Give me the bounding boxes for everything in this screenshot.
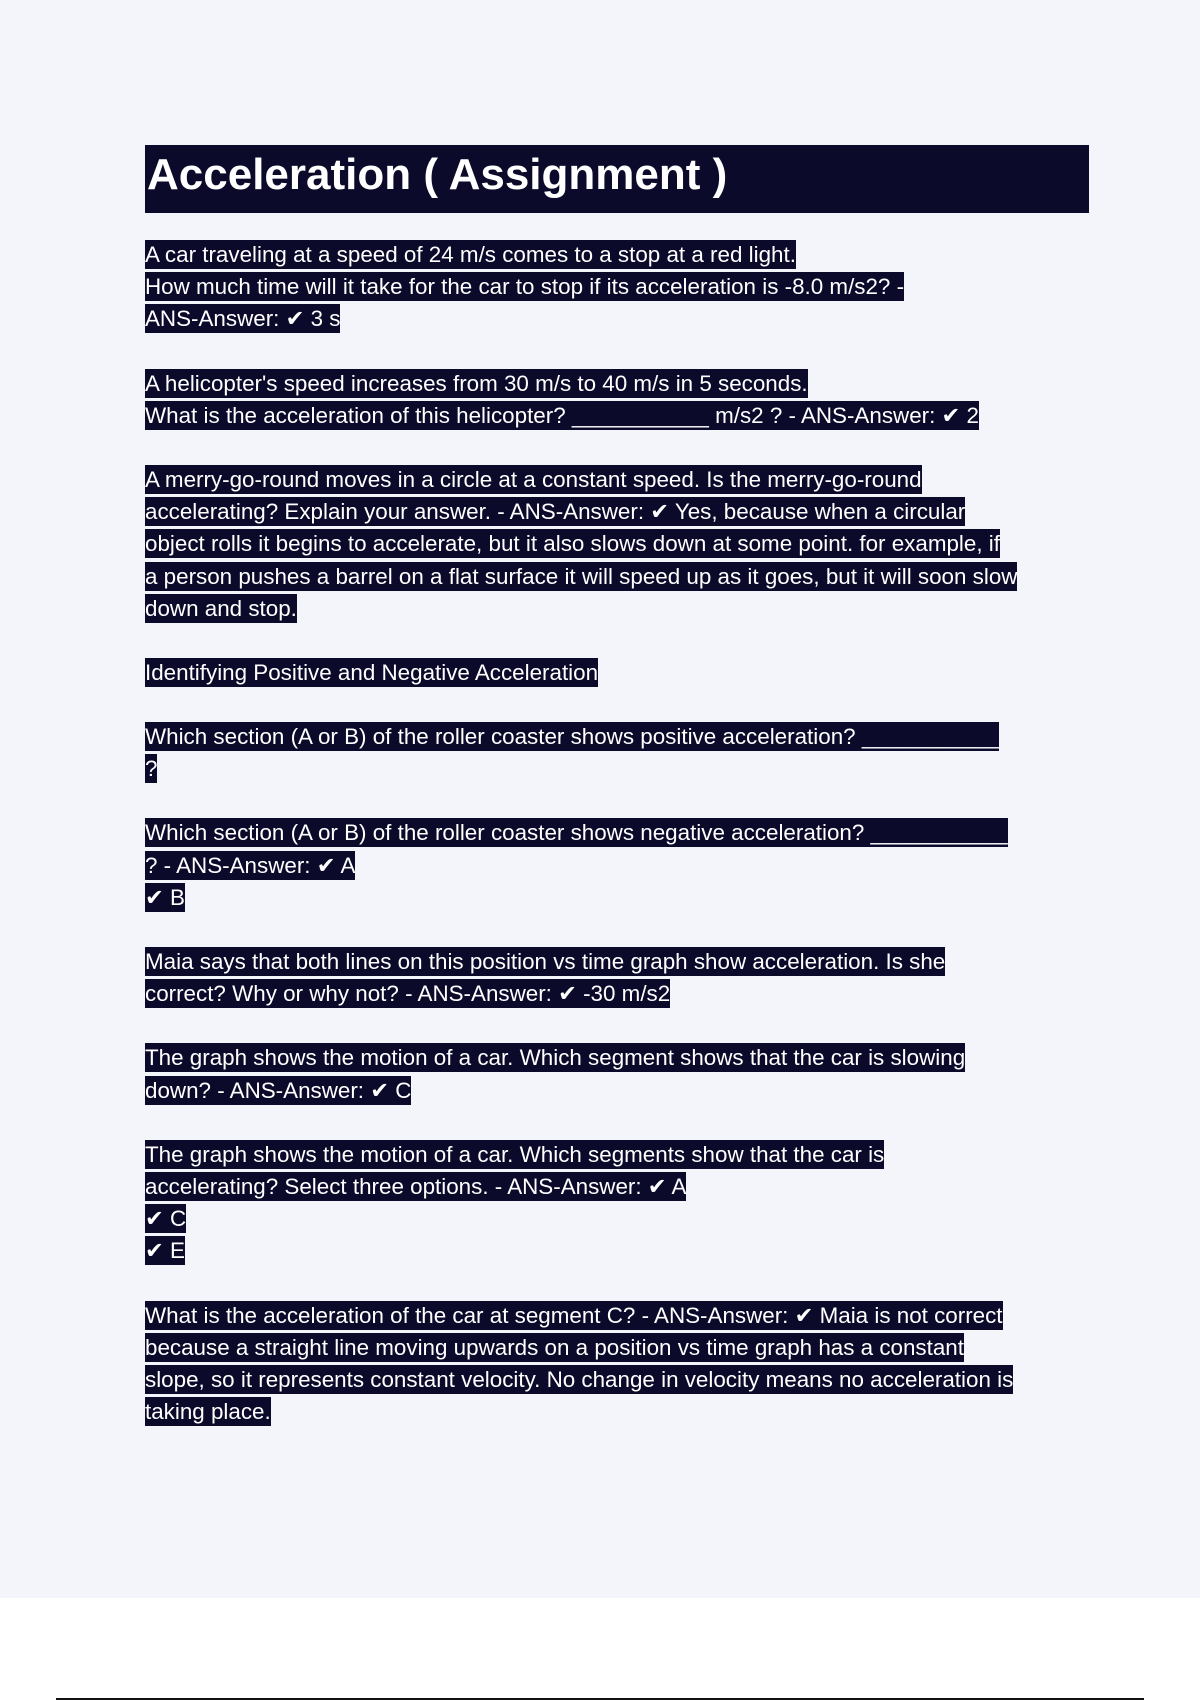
- highlighted-text: How much time will it take for the car to stop if its acceleration is -8.0 m/s2? -: [145, 274, 905, 300]
- highlighted-text: Which section (A or B) of the roller coaster shows negative acceleration? ___________: [145, 820, 1008, 846]
- text-line: [145, 400, 1089, 432]
- block-spacer: [145, 1107, 1089, 1139]
- text-line: [145, 464, 1089, 496]
- highlighted-text: A helicopter's speed increases from 30 m/s to 40 m/s in 5 seconds.: [145, 370, 808, 396]
- question-block: [145, 946, 1089, 1010]
- highlighted-text: because a straight line moving upwards on a position vs time graph has a constant: [145, 1334, 964, 1360]
- question-block: [145, 721, 1089, 785]
- highlighted-text: A car traveling at a speed of 24 m/s comes to a stop at a red light.: [145, 242, 796, 267]
- text-line: [145, 1075, 1089, 1107]
- block-spacer: [145, 625, 1089, 657]
- text-line: [145, 1396, 1089, 1428]
- text-line: [145, 817, 1089, 849]
- text-line: [145, 561, 1089, 593]
- text-line: [145, 1203, 1089, 1235]
- text-line: [145, 1171, 1089, 1203]
- text-line: [145, 368, 1089, 400]
- highlighted-text: Which section (A or B) of the roller coaster shows positive acceleration? ___________: [145, 724, 999, 750]
- text-line: [145, 721, 1089, 753]
- block-spacer: [145, 1010, 1089, 1042]
- question-block: [145, 1139, 1089, 1268]
- text-line: [145, 946, 1089, 978]
- highlighted-text: Maia says that both lines on this position vs time graph show acceleration. Is she: [145, 949, 946, 974]
- text-line: [145, 1364, 1089, 1396]
- highlighted-text: down? - ANS-Answer: ✔ C: [145, 1077, 412, 1103]
- highlighted-text: ✔ C: [145, 1206, 187, 1232]
- highlighted-text: The graph shows the motion of a car. Which segments show that the car is: [145, 1141, 885, 1167]
- highlighted-text: A merry-go-round moves in a circle at a constant speed. Is the merry-go-round: [145, 466, 922, 492]
- block-spacer: [145, 1268, 1089, 1300]
- text-line: [145, 1332, 1089, 1364]
- text-line: [145, 496, 1089, 528]
- text-line: [145, 528, 1089, 560]
- text-line: [145, 593, 1089, 625]
- highlighted-text: accelerating? Select three options. - ANS-Answer: ✔ A: [145, 1173, 687, 1199]
- highlighted-text: ✔ E: [145, 1238, 185, 1264]
- document-content: [145, 145, 1089, 1428]
- text-line: [145, 239, 1089, 271]
- block-spacer: [145, 336, 1089, 368]
- highlighted-text: a person pushes a barrel on a flat surface it will speed up as it goes, but it will soon slow: [145, 563, 1018, 589]
- highlighted-text: object rolls it begins to accelerate, but it also slows down at some point. for example, if: [145, 531, 1000, 557]
- text-line: [145, 657, 1089, 689]
- question-block: [145, 239, 1089, 336]
- highlighted-text: down and stop.: [145, 595, 297, 621]
- question-list: [145, 239, 1089, 1428]
- text-line: [145, 1042, 1089, 1074]
- question-block: [145, 817, 1089, 914]
- highlighted-text: ✔ B: [145, 884, 185, 910]
- block-spacer: [145, 785, 1089, 817]
- text-line: [145, 753, 1089, 785]
- block-spacer: [145, 432, 1089, 464]
- text-line: [145, 850, 1089, 882]
- title-bar: [145, 145, 1089, 213]
- text-line: [145, 1235, 1089, 1267]
- text-line: [145, 271, 1089, 303]
- block-spacer: [145, 689, 1089, 721]
- block-spacer: [145, 914, 1089, 946]
- question-block: [145, 1300, 1089, 1429]
- highlighted-text: What is the acceleration of the car at segment C? - ANS-Answer: ✔ Maia is not correct: [145, 1302, 1003, 1328]
- highlighted-text: taking place.: [145, 1399, 271, 1425]
- highlighted-text: ?: [145, 756, 158, 782]
- text-line: [145, 1300, 1089, 1332]
- section-heading-block: [145, 657, 1089, 689]
- question-block: [145, 1042, 1089, 1106]
- highlighted-text: The graph shows the motion of a car. Which segment shows that the car is slowing: [145, 1045, 966, 1071]
- text-line: [145, 303, 1089, 335]
- highlighted-text: Identifying Positive and Negative Acceleration: [145, 659, 599, 685]
- text-line: [145, 882, 1089, 914]
- question-block: [145, 368, 1089, 432]
- text-line: [145, 1139, 1089, 1171]
- question-block: [145, 464, 1089, 625]
- highlighted-text: accelerating? Explain your answer. - ANS-Answer: ✔ Yes, because when a circular: [145, 499, 966, 525]
- highlighted-text: ? - ANS-Answer: ✔ A: [145, 852, 356, 878]
- highlighted-text: correct? Why or why not? - ANS-Answer: ✔ -30 m/s2: [145, 981, 671, 1007]
- spacer: [145, 213, 1089, 239]
- highlighted-text: slope, so it represents constant velocity. No change in velocity means no acceleration is: [145, 1366, 1014, 1392]
- text-line: [145, 978, 1089, 1010]
- page-title: Acceleration ( Assignment ): [147, 150, 728, 199]
- highlighted-text: ANS-Answer: ✔ 3 s: [145, 306, 341, 332]
- highlighted-text: What is the acceleration of this helicopter? ___________ m/s2 ? - ANS-Answer: ✔ 2: [145, 402, 979, 428]
